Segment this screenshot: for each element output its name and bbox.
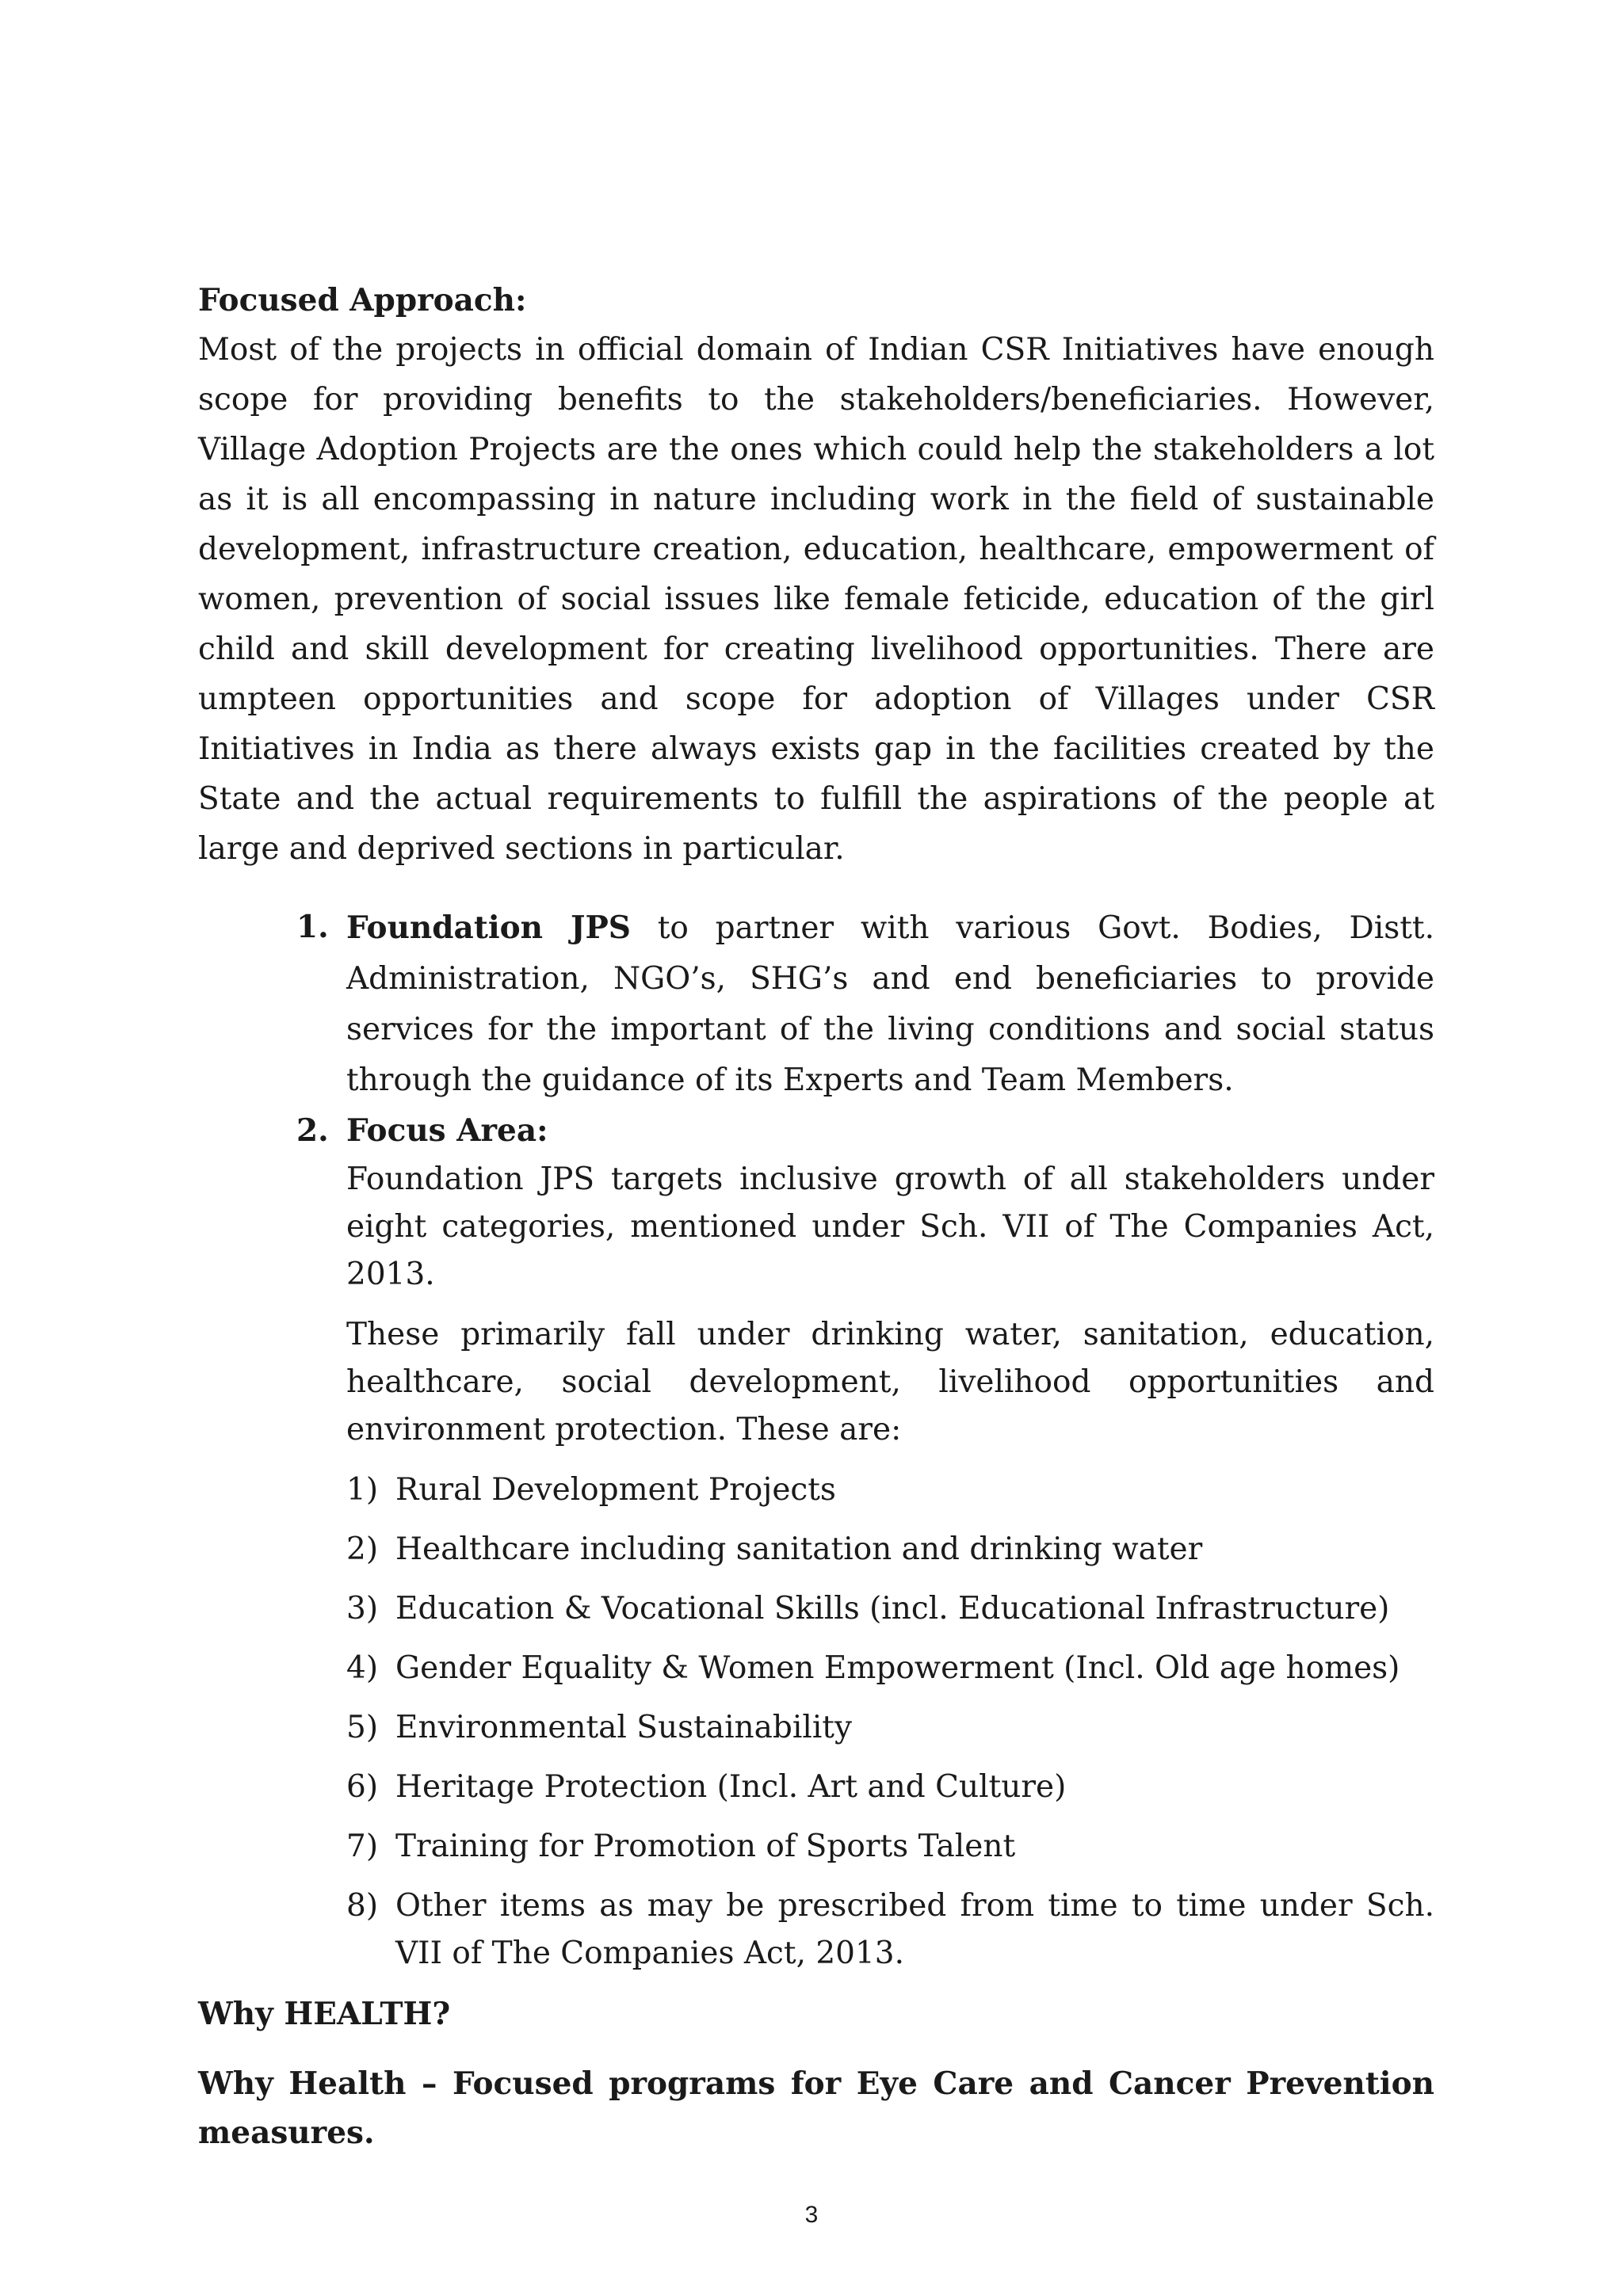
list-item	[346, 1704, 1434, 1752]
list-item-label: Training for Promotion of Sports Talent	[395, 1829, 1016, 1864]
category-list	[346, 1466, 1434, 1978]
list-item	[346, 1764, 1434, 1811]
list-item	[346, 1466, 1434, 1514]
page-number: 3	[804, 2202, 819, 2228]
list-item-number: 1)	[346, 1472, 379, 1508]
section-heading-focused-approach: Focused Approach:	[198, 282, 527, 318]
list-item-label: Other items as may be prescribed from time to time under Sch. VII of The Companies Act, 2013.	[395, 1888, 1434, 1971]
list-item-number: 6)	[346, 1769, 379, 1805]
focus-area-paragraph-2: These primarily fall under drinking water, sanitation, education, healthcare, social development, livelihood opportunities and environment protection. These are:	[346, 1317, 1434, 1447]
list-item-number: 2)	[346, 1531, 379, 1567]
focus-area-paragraph-1: Foundation JPS targets inclusive growth of all stakeholders under eight categories, mentioned under Sch. VII of The Companies Act, 2013.	[346, 1161, 1434, 1292]
numbered-item-body	[346, 1106, 1434, 1978]
list-item	[346, 1645, 1434, 1692]
numbered-item-text: to partner with various Govt. Bodies, Distt. Administration, NGO’s, SHG’s and end beneficiaries to provide services for the important of the living conditions and social status through the guidance of its Experts and Team Members.	[346, 910, 1434, 1098]
list-item	[346, 1585, 1434, 1633]
list-item-label: Environmental Sustainability	[395, 1710, 853, 1745]
focused-approach-paragraph: Most of the projects in official domain of Indian CSR Initiatives have enough scope for providing benefits to the stakeholders/beneficiaries. However, Village Adoption Projects are the ones which could help the stakeholders a lot as it is all encompassing in nature including work in the field of sustainable development, infrastructure creation, education, healthcare, empowerment of women, prevention of social issues like female feticide, education of the girl child and skill development for creating livelihood opportunities. There are umpteen opportunities and scope for adoption of Villages under CSR Initiatives in India as there always exists gap in the facilities created by the State and the actual requirements to fulfill the aspirations of the people at large and deprived sections in particular.	[198, 332, 1434, 867]
list-item	[346, 1882, 1434, 1978]
numbered-item-2	[296, 1106, 1434, 1978]
section-heading-why-health: Why HEALTH?	[198, 1996, 451, 2032]
focus-area-heading: Focus Area:	[346, 1112, 548, 1149]
list-item-label: Healthcare including sanitation and drinking water	[395, 1531, 1203, 1567]
list-item-number: 3)	[346, 1591, 379, 1627]
why-health-subheading: Why Health – Focused programs for Eye Care and Cancer Prevention measures.	[198, 2065, 1434, 2151]
list-item-number: 7)	[346, 1829, 379, 1864]
foundation-jps-label: Foundation JPS	[346, 910, 631, 946]
list-item-label: Education & Vocational Skills (incl. Educational Infrastructure)	[395, 1591, 1390, 1627]
list-item-label: Gender Equality & Women Empowerment (Incl. Old age homes)	[395, 1650, 1400, 1686]
list-marker: 1.	[296, 909, 329, 945]
document-page	[198, 276, 1434, 2157]
list-item-label: Rural Development Projects	[395, 1472, 836, 1508]
list-item	[346, 1823, 1434, 1871]
list-item-number: 5)	[346, 1710, 379, 1745]
list-item-label: Heritage Protection (Incl. Art and Culture)	[395, 1769, 1067, 1805]
numbered-list	[296, 902, 1434, 1978]
list-marker: 2.	[296, 1112, 329, 1149]
numbered-item-body	[346, 902, 1434, 1106]
list-item	[346, 1526, 1434, 1573]
list-item-number: 4)	[346, 1650, 379, 1686]
list-item-number: 8)	[346, 1888, 379, 1924]
numbered-item-1	[296, 902, 1434, 1106]
